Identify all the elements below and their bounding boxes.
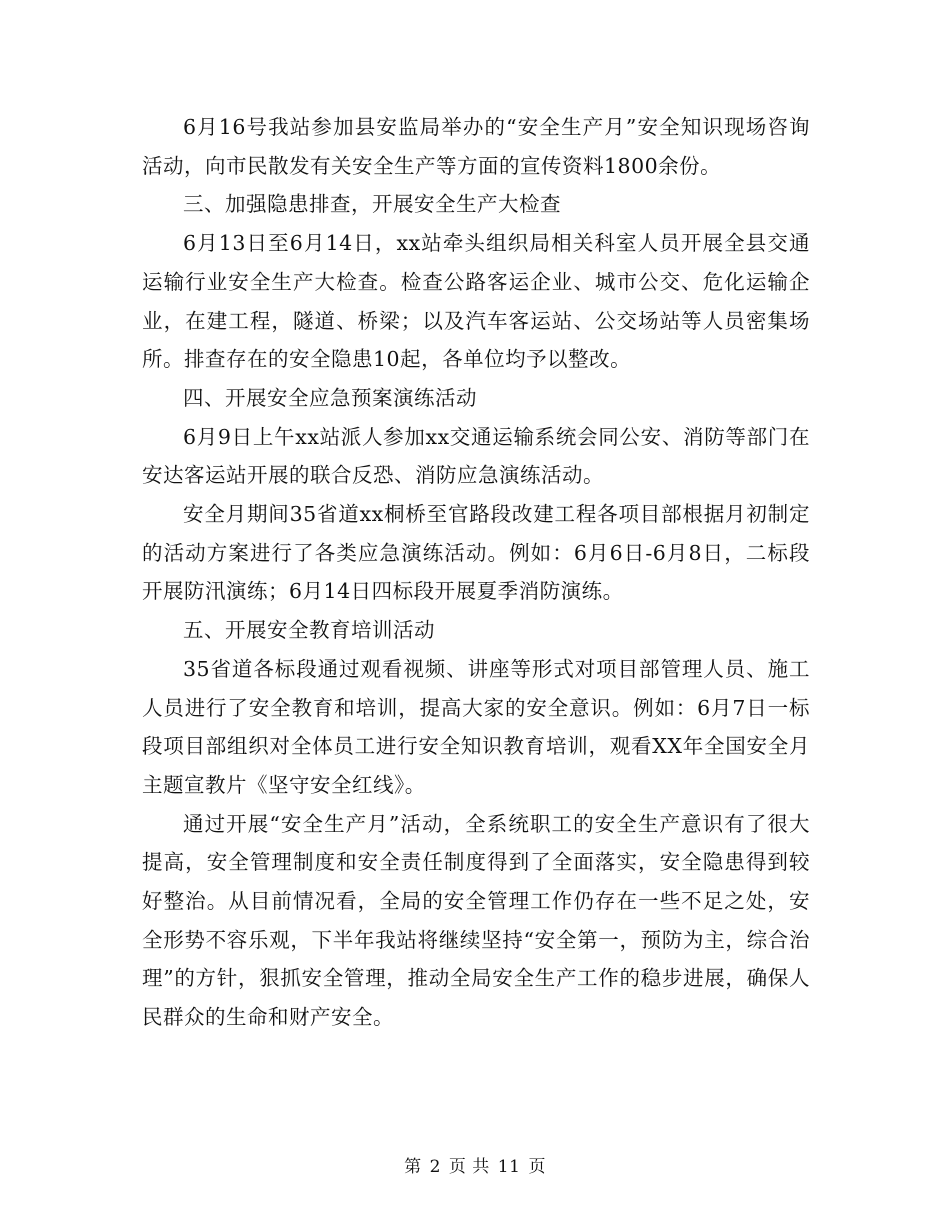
page-number: 2 xyxy=(429,1157,441,1177)
footer-prefix: 第 xyxy=(404,1157,422,1177)
section-heading-emergency-drill: 四、开展安全应急预案演练活动 xyxy=(183,385,477,410)
paragraph-consultation-activity: 6月16号我站参加县安监局举办的“安全生产月”安全知识现场咨询活动，向市民散发有关安全生产等方面的宣传资料1800余份。 xyxy=(142,115,810,178)
footer-middle: 页 共 xyxy=(448,1157,490,1177)
section-heading-safety-training: 五、开展安全教育培训活动 xyxy=(183,618,435,643)
paragraph-joint-drill: 6月9日上午xx站派人参加xx交通运输系统会同公安、消防等部门在安达客运站开展的联合反恐、消防应急演练活动。 xyxy=(142,424,810,488)
document-body xyxy=(142,108,810,1037)
paragraph-safety-inspection: 6月13日至6月14日，xx站牵头组织局相关科室人员开展全县交通运输行业安全生产大检查。检查公路客运企业、城市公交、危化运输企业，在建工程，隧道、桥梁；以及汽车客运站、公交场站等人员密集场所。排查存在的安全隐患10起，各单位均予以整改。 xyxy=(142,231,810,372)
paragraph-project-drills: 安全月期间35省道xx桐桥至官路段改建工程各项目部根据月初制定的活动方案进行了各类应急演练活动。例如：6月6日-6月8日，二标段开展防汛演练；6月14日四标段开展夏季消防演练。 xyxy=(142,502,810,604)
paragraph-training-activities: 35省道各标段通过观看视频、讲座等形式对项目部管理人员、施工人员进行了安全教育和培训，提高大家的安全意识。例如：6月7日一标段项目部组织对全体员工进行安全知识教育培训，观看XX年全国安全月主题宣教片《坚守安全红线》。 xyxy=(142,656,810,797)
page-footer xyxy=(0,1152,950,1177)
footer-suffix: 页 xyxy=(528,1157,546,1177)
total-pages: 11 xyxy=(497,1157,521,1177)
section-heading-hazard-inspection: 三、加强隐患排查，开展安全生产大检查 xyxy=(183,192,561,217)
paragraph-conclusion: 通过开展“安全生产月”活动，全系统职工的安全生产意识有了很大提高，安全管理制度和安全责任制度得到了全面落实，安全隐患得到较好整治。从目前情况看，全局的安全管理工作仍存在一些不足之处，安全形势不容乐观，下半年我站将继续坚持“安全第一，预防为主，综合治理”的方针，狠抓安全管理，推动全局安全生产工作的稳步进展，确保人民群众的生命和财产安全。 xyxy=(142,811,810,1030)
